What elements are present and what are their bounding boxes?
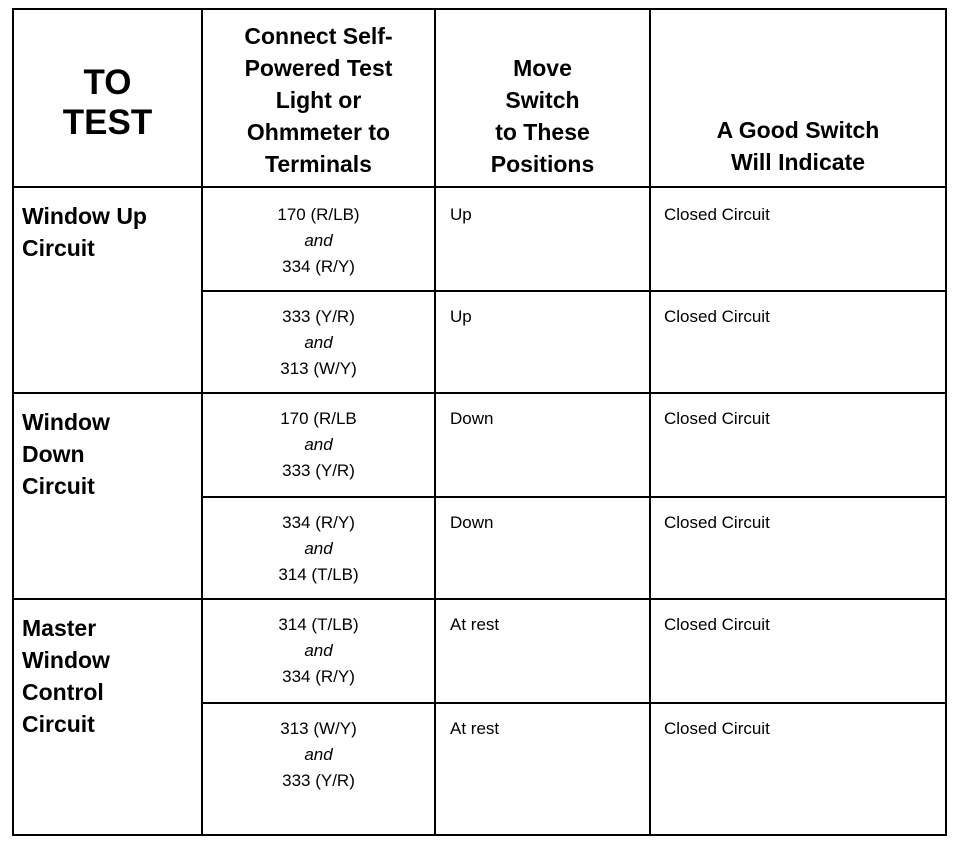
switch-test-table	[12, 8, 947, 836]
terminal-conjunction: and	[304, 641, 333, 660]
terminal-a: 313 (W/Y)	[280, 719, 357, 738]
terminal-a: 334 (R/Y)	[282, 513, 355, 532]
header-to-test	[14, 10, 201, 186]
row-divider	[201, 702, 945, 704]
header-divider	[14, 186, 945, 188]
indicate-cell: Closed Circuit	[664, 513, 770, 532]
terminal-b: 313 (W/Y)	[280, 359, 357, 378]
group-label-line: Circuit	[22, 235, 95, 261]
group-label-window-up	[22, 200, 197, 264]
group-label-line: Circuit	[22, 473, 95, 499]
terminals-cell	[203, 202, 434, 280]
group-label-line: Master	[22, 615, 97, 641]
terminal-conjunction: and	[304, 231, 333, 250]
terminal-conjunction: and	[304, 539, 333, 558]
header-move-switch	[436, 10, 649, 186]
position-cell: At rest	[450, 719, 500, 738]
terminal-conjunction: and	[304, 435, 333, 454]
terminals-cell	[203, 612, 434, 690]
group-label-line: Circuit	[22, 711, 95, 737]
group-divider	[14, 392, 945, 394]
terminal-b: 333 (Y/R)	[282, 461, 355, 480]
header-connect-terminals	[203, 10, 434, 186]
header-line: Connect Self-	[244, 23, 393, 49]
group-label-line: Down	[22, 441, 85, 467]
header-good-switch	[651, 10, 945, 186]
row-divider	[201, 496, 945, 498]
group-label-line: Window	[22, 409, 110, 435]
header-line: Powered Test	[244, 55, 393, 81]
group-divider	[14, 598, 945, 600]
group-label-window-down	[22, 406, 197, 502]
indicate-cell: Closed Circuit	[664, 615, 770, 634]
header-line: Switch	[505, 87, 580, 113]
header-line: Ohmmeter to	[246, 119, 391, 145]
position-cell: Up	[450, 307, 472, 326]
terminal-b: 334 (R/Y)	[282, 257, 355, 276]
indicate-cell: Closed Circuit	[664, 719, 770, 738]
terminals-cell	[203, 406, 434, 484]
header-line: Move	[513, 55, 572, 81]
header-line: Will Indicate	[731, 149, 865, 175]
terminal-a: 170 (R/LB)	[277, 205, 360, 224]
position-cell: Up	[450, 205, 472, 224]
terminal-conjunction: and	[304, 745, 333, 764]
group-label-line: Control	[22, 679, 104, 705]
indicate-cell: Closed Circuit	[664, 205, 770, 224]
header-line: TO	[83, 63, 132, 102]
header-line: A Good Switch	[716, 117, 880, 143]
terminals-cell	[203, 510, 434, 588]
header-line: Light or	[275, 87, 362, 113]
terminals-cell	[203, 304, 434, 382]
terminals-cell	[203, 716, 434, 794]
terminal-conjunction: and	[304, 333, 333, 352]
group-label-line: Window	[22, 647, 110, 673]
indicate-cell: Closed Circuit	[664, 307, 770, 326]
header-line: Terminals	[265, 151, 372, 177]
header-line: to These	[495, 119, 590, 145]
position-cell: Down	[450, 409, 494, 428]
terminal-a: 314 (T/LB)	[278, 615, 359, 634]
terminal-b: 334 (R/Y)	[282, 667, 355, 686]
terminal-b: 333 (Y/R)	[282, 771, 355, 790]
position-cell: At rest	[450, 615, 500, 634]
group-label-line: Window Up	[22, 203, 147, 229]
header-line: TEST	[62, 103, 153, 142]
position-cell: Down	[450, 513, 494, 532]
row-divider	[201, 290, 945, 292]
terminal-a: 333 (Y/R)	[282, 307, 355, 326]
group-label-master-window-control	[22, 612, 197, 740]
terminal-b: 314 (T/LB)	[278, 565, 359, 584]
header-line: Positions	[490, 151, 595, 177]
indicate-cell: Closed Circuit	[664, 409, 770, 428]
terminal-a: 170 (R/LB	[280, 409, 357, 428]
